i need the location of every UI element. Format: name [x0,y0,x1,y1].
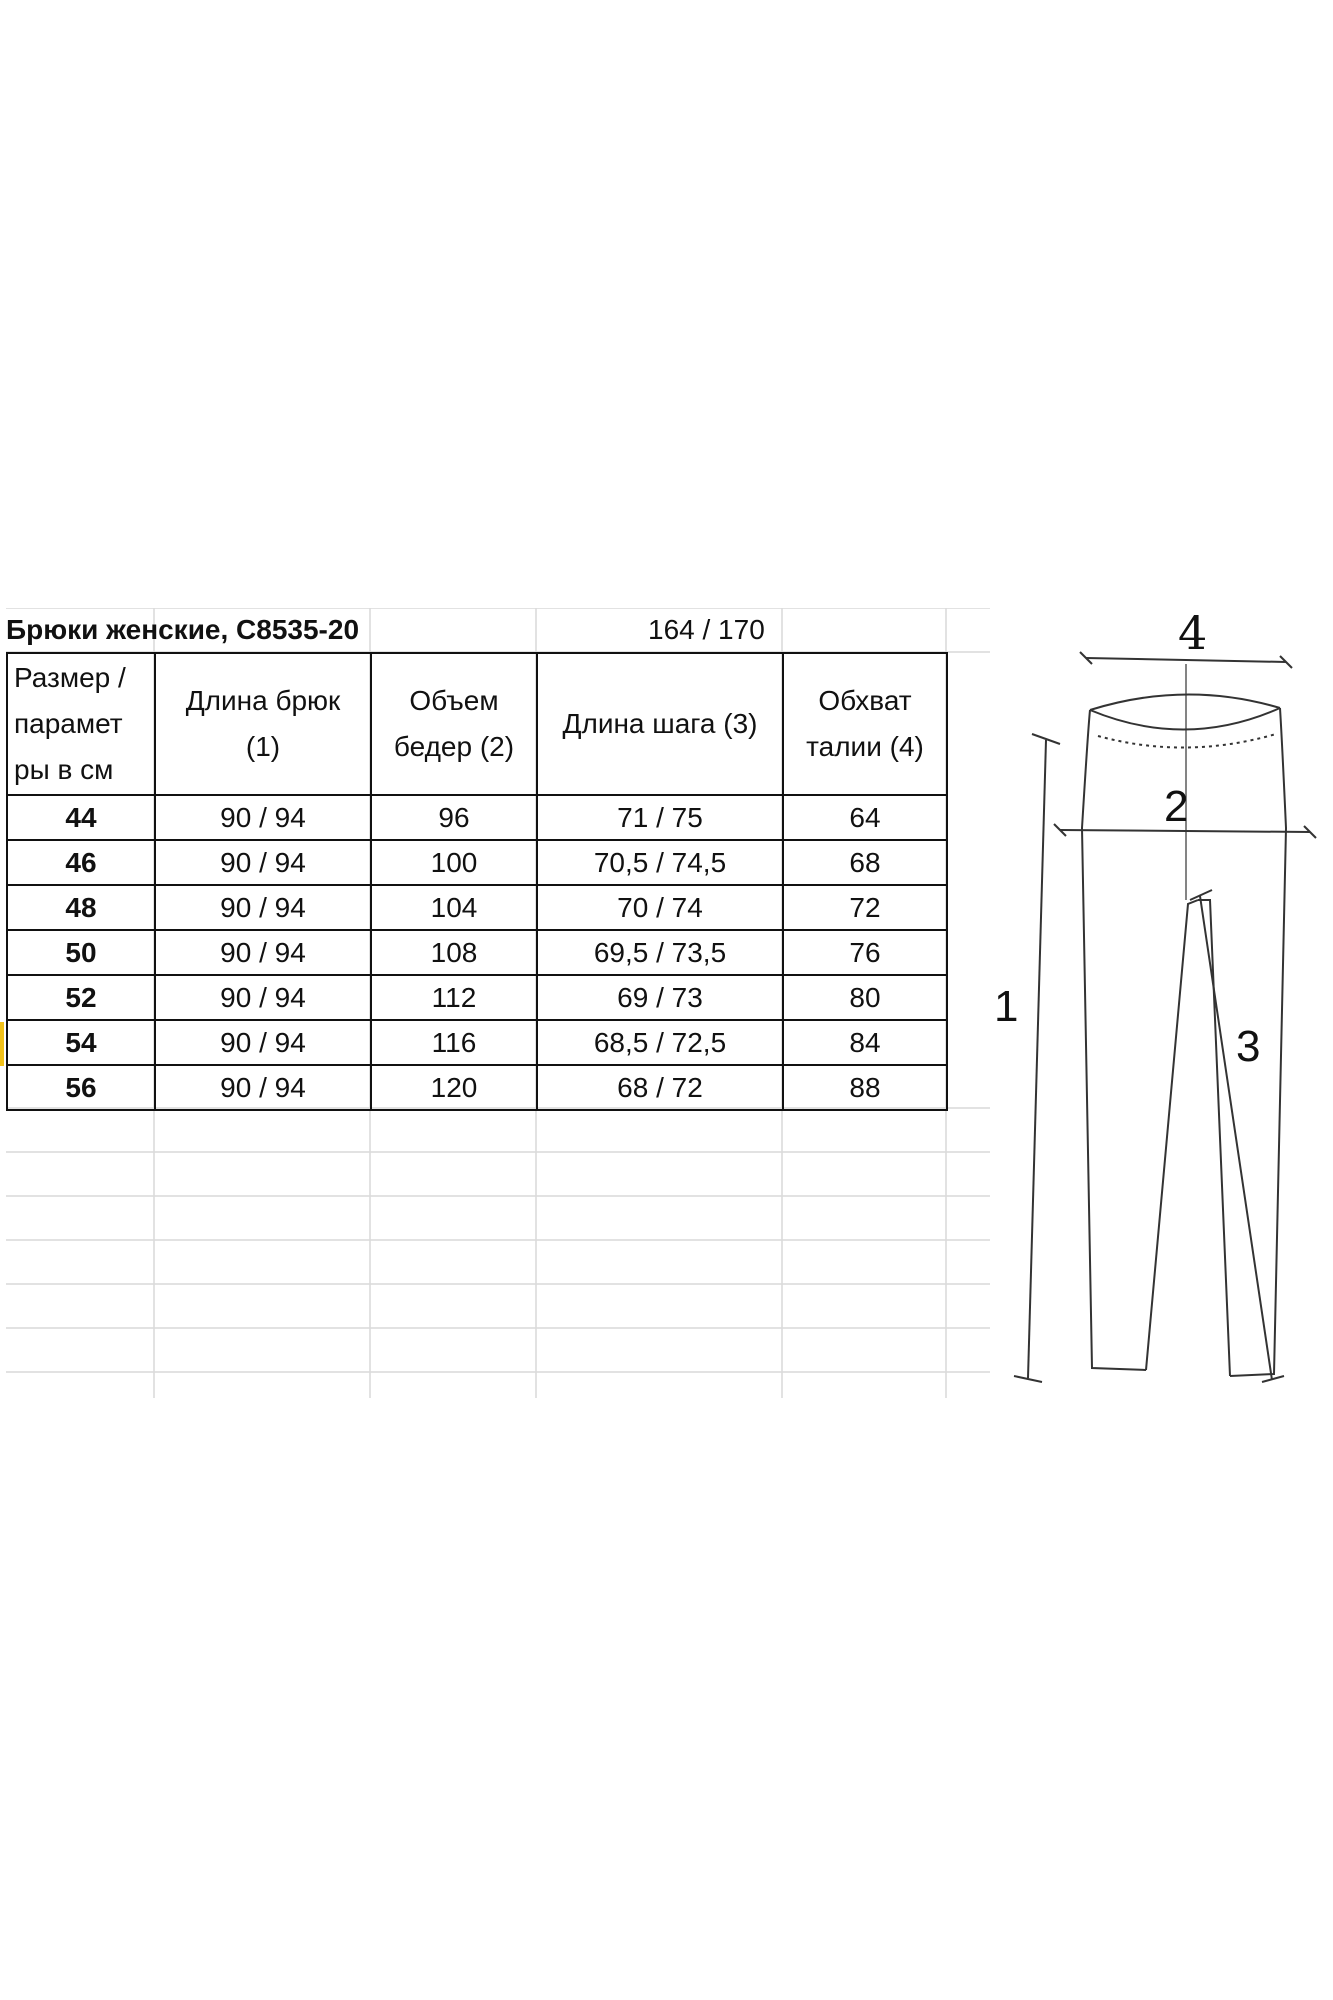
table-cell: 88 [783,1065,947,1110]
table-cell: 116 [371,1020,537,1065]
table-cell: 90 / 94 [155,840,371,885]
trousers-sketch [990,600,1333,1400]
table-cell: 68 / 72 [537,1065,783,1110]
table-row [7,885,947,930]
table-cell: 90 / 94 [155,885,371,930]
table-cell: 108 [371,930,537,975]
label-waist: 4 [1178,606,1208,660]
header-hip-volume: Объем бедер (2) [371,653,537,795]
size-cell: 52 [7,975,155,1020]
table-cell: 96 [371,795,537,840]
table-cell: 84 [783,1020,947,1065]
table-cell: 90 / 94 [155,975,371,1020]
table-cell: 70,5 / 74,5 [537,840,783,885]
table-cell: 90 / 94 [155,930,371,975]
table-cell: 100 [371,840,537,885]
size-cell: 54 [7,1020,155,1065]
label-length: 1 [994,982,1019,1031]
label-hips: 2 [1164,782,1189,831]
table-cell: 69,5 / 73,5 [537,930,783,975]
selected-row-marker [0,1022,4,1066]
size-cell: 56 [7,1065,155,1110]
table-cell: 64 [783,795,947,840]
table-cell: 90 / 94 [155,1065,371,1110]
header-trouser-length: Длина брюк (1) [155,653,371,795]
table-cell: 104 [371,885,537,930]
size-table [6,652,948,1111]
inseam-measure-line [1200,896,1272,1380]
table-cell: 68 [783,840,947,885]
table-cell: 69 / 73 [537,975,783,1020]
table-cell: 71 / 75 [537,795,783,840]
size-cell: 50 [7,930,155,975]
header-inseam: Длина шага (3) [537,653,783,795]
table-cell: 120 [371,1065,537,1110]
table-row [7,1065,947,1110]
header-waist: Обхват талии (4) [783,653,947,795]
trousers-diagram [990,600,1333,1400]
table-cell: 76 [783,930,947,975]
table-cell: 80 [783,975,947,1020]
length-measure-line [1028,740,1046,1378]
table-header-row [7,653,947,795]
table-cell: 70 / 74 [537,885,783,930]
table-row [7,975,947,1020]
size-cell: 46 [7,840,155,885]
table-cell: 90 / 94 [155,1020,371,1065]
table-row [7,795,947,840]
sheet-title: Брюки женские, С8535-20 [6,614,360,645]
size-cell: 44 [7,795,155,840]
table-cell: 68,5 / 72,5 [537,1020,783,1065]
label-inseam: 3 [1236,1022,1261,1071]
table-row [7,1020,947,1065]
table-row [7,930,947,975]
table-row [7,840,947,885]
header-size: Размер / парамет ры в см [7,653,155,795]
table-cell: 112 [371,975,537,1020]
table-cell: 72 [783,885,947,930]
height-range: 164 / 170 [648,614,765,645]
size-cell: 48 [7,885,155,930]
table-cell: 90 / 94 [155,795,371,840]
